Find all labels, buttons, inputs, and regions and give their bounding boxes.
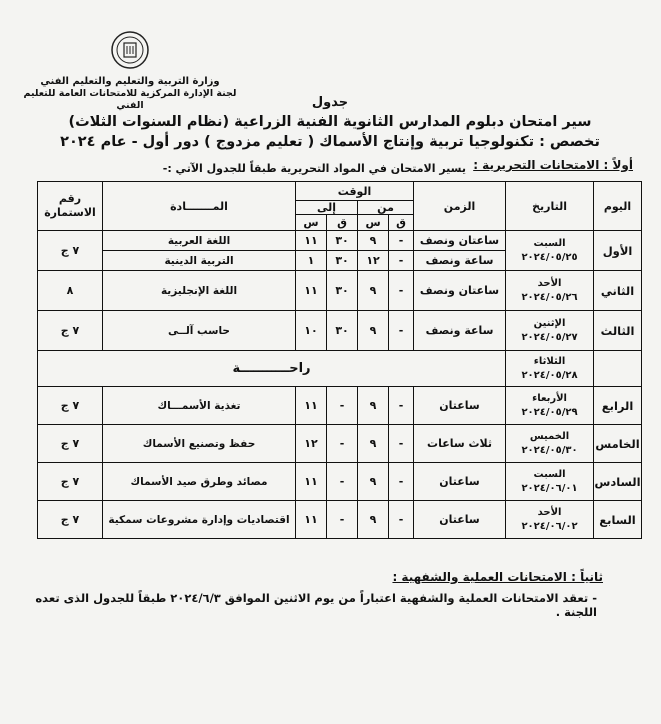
to-minutes-cell: ٣٠ [327,271,358,311]
from-minutes-cell: - [389,387,414,425]
to-hours-cell: ١١ [296,231,327,251]
subject-cell: حاسب آلــى [103,311,296,351]
from-minutes-cell: - [389,425,414,463]
weekday-label: الإثنين [533,317,566,329]
form-number-cell: ٨ [38,271,103,311]
day-cell: الخامس [594,425,642,463]
subject-cell: تغذية الأسمـــاك [103,387,296,425]
weekday-label: الأربعاء [532,392,567,404]
table-row [38,425,642,463]
rest-day-cell: راحـــــــــــة [38,351,506,387]
date-label: ٢٠٢٤/٠٦/٠١ [521,482,578,494]
header-duration: الزمن [414,182,506,231]
to-hours-cell: ١ [296,251,327,271]
from-hours-cell: ٩ [358,387,389,425]
header-time: الوقت [296,182,414,201]
to-hours-cell: ١٢ [296,425,327,463]
from-hours-cell: ١٢ [358,251,389,271]
to-hours-cell: ١١ [296,463,327,501]
section2-note: - تعقد الامتحانات العملية والشفهية اعتباراً من يوم الاثنين الموافق ٢٠٢٤/٦/٣ طبقاً للجدول الذى تعده اللجنة . [35,591,597,619]
day-cell: الثالث [594,311,642,351]
from-hours-cell: ٩ [358,271,389,311]
to-minutes-cell: ٣٠ [327,311,358,351]
subject-cell: اللغة العربية [103,231,296,251]
form-number-cell: ٧ ج [38,311,103,351]
day-cell [594,351,642,387]
duration-cell: ساعة ونصف [414,311,506,351]
from-minutes-cell: - [389,271,414,311]
to-hours-cell: ١١ [296,387,327,425]
from-hours-cell: ٩ [358,425,389,463]
from-hours-cell: ٩ [358,501,389,539]
date-cell [506,311,594,351]
subject-cell: التربية الدينية [103,251,296,271]
to-minutes-cell: ٣٠ [327,231,358,251]
weekday-label: الثلاثاء [533,355,566,367]
form-number-cell: ٧ ج [38,387,103,425]
table-row [38,231,642,251]
date-label: ٢٠٢٤/٠٥/٢٥ [521,251,578,263]
section1-note: يسير الامتحان في المواد التحريرية طبقاً للجدول الآتي :- [162,162,466,175]
title-line-3: تخصص : تكنولوجيا تربية وإنتاج الأسماك ( تعليم مزدوج ) دور أول - عام ٢٠٢٤ [60,134,600,150]
table-row [38,387,642,425]
table-row [38,463,642,501]
exam-schedule-table [37,181,642,539]
date-label: ٢٠٢٤/٠٥/٢٩ [521,406,578,418]
form-number-cell: ٧ ج [38,425,103,463]
from-minutes-cell: - [389,501,414,539]
date-cell [506,387,594,425]
table-row [38,271,642,311]
date-cell [506,271,594,311]
from-minutes-cell: - [389,463,414,501]
title-line-1: جدول [311,95,349,110]
table-row [38,351,642,387]
header-from: من [358,201,414,215]
from-hours-cell: ٩ [358,231,389,251]
header-date: التاريخ [506,182,594,231]
header-day: اليوم [594,182,642,231]
date-cell [506,463,594,501]
day-cell: الثاني [594,271,642,311]
header-from-minutes: ق [389,215,414,231]
duration-cell: ساعتان [414,387,506,425]
weekday-label: الأحد [537,506,562,518]
subject-cell: مصائد وطرق صيد الأسماك [103,463,296,501]
date-label: ٢٠٢٤/٠٦/٠٢ [521,520,578,532]
to-minutes-cell: ٣٠ [327,251,358,271]
header-form-number: رقم الاستمارة [38,182,103,231]
ministry-name: وزارة التربية والتعليم والتعليم الفني [40,76,220,87]
day-cell: الأول [594,231,642,271]
subject-cell: اقتصاديات وإدارة مشروعات سمكية [103,501,296,539]
day-cell: الرابع [594,387,642,425]
day-cell: السادس [594,463,642,501]
to-minutes-cell: - [327,387,358,425]
date-cell [506,231,594,271]
from-minutes-cell: - [389,251,414,271]
from-hours-cell: ٩ [358,311,389,351]
date-label: ٢٠٢٤/٠٥/٢٦ [521,291,578,303]
duration-cell: ساعتان [414,501,506,539]
date-label: ٢٠٢٤/٠٥/٢٨ [521,369,578,381]
date-label: ٢٠٢٤/٠٥/٣٠ [521,444,578,456]
duration-cell: ساعة ونصف [414,251,506,271]
section2-heading: ثانياً : الامتحانات العملية والشفهية : [392,570,603,584]
day-cell: السابع [594,501,642,539]
duration-cell: ساعتان [414,463,506,501]
form-number-cell: ٧ ج [38,231,103,271]
date-cell [506,351,594,387]
subject-cell: اللغة الإنجليزية [103,271,296,311]
document-title [20,94,640,152]
header-to-minutes: ق [327,215,358,231]
to-hours-cell: ١٠ [296,311,327,351]
committee-name: لجنة الإدارة المركزية للامتحانات العامة للتعليم الفني [23,88,237,111]
to-minutes-cell: - [327,463,358,501]
to-hours-cell: ١١ [296,271,327,311]
form-number-cell: ٧ ج [38,501,103,539]
date-cell [506,501,594,539]
header-subject: المـــــــادة [103,182,296,231]
to-minutes-cell: - [327,425,358,463]
from-minutes-cell: - [389,311,414,351]
title-line-2: سير امتحان دبلوم المدارس الثانوية الفنية الزراعية (نظام السنوات الثلاث) [68,114,592,130]
date-label: ٢٠٢٤/٠٥/٢٧ [521,331,578,343]
header-to: إلى [296,201,358,215]
duration-cell: ثلاث ساعات [414,425,506,463]
ministry-seal-icon [110,30,150,70]
form-number-cell: ٧ ج [38,463,103,501]
header-to-hours: س [296,215,327,231]
from-hours-cell: ٩ [358,463,389,501]
weekday-label: الأحد [537,277,562,289]
duration-cell: ساعتان ونصف [414,271,506,311]
weekday-label: السبت [533,237,566,249]
date-cell [506,425,594,463]
header-from-hours: س [358,215,389,231]
to-hours-cell: ١١ [296,501,327,539]
subject-cell: حفظ وتصنيع الأسماك [103,425,296,463]
from-minutes-cell: - [389,231,414,251]
table-row [38,311,642,351]
duration-cell: ساعتان ونصف [414,231,506,251]
section1-heading: أولاً : الامتحانات التحريرية : [473,158,633,172]
table-row [38,501,642,539]
weekday-label: السبت [533,468,566,480]
to-minutes-cell: - [327,501,358,539]
weekday-label: الخميس [529,430,570,442]
